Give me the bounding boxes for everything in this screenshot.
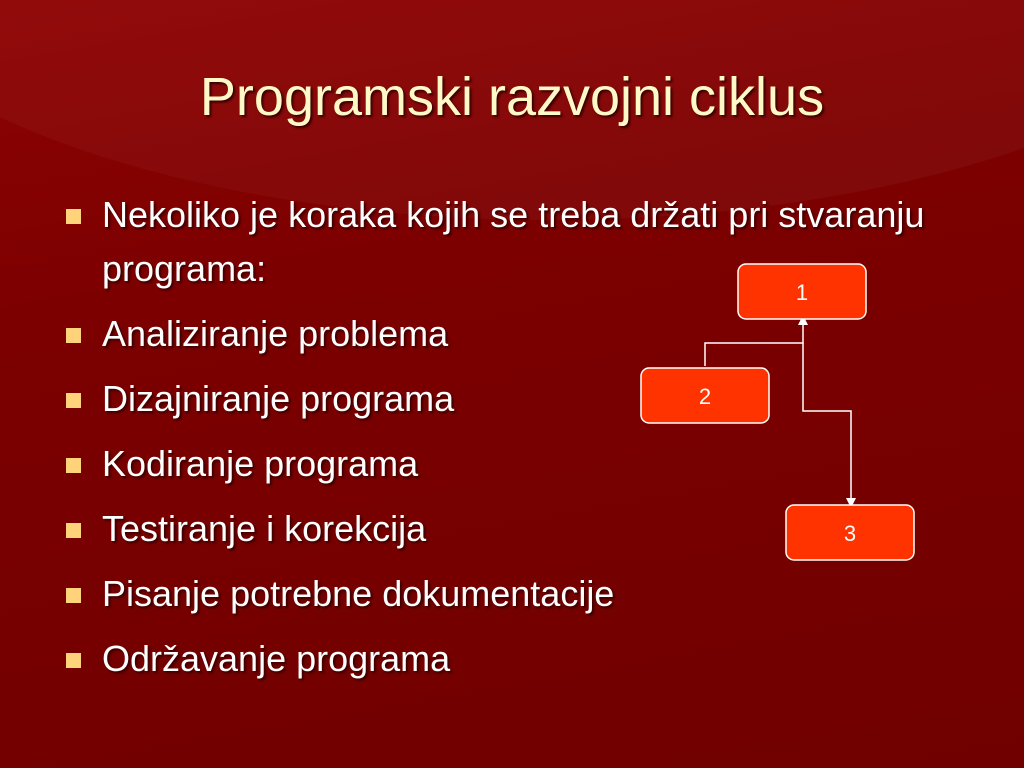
bullet-text: Testiranje i korekcija <box>102 508 427 549</box>
bullet-text: Kodiranje programa <box>102 443 419 484</box>
flow-node-3 <box>786 505 914 560</box>
bullet-text: Održavanje programa <box>102 638 451 679</box>
node-label: 2 <box>698 384 712 409</box>
bullet-text: Pisanje potrebne dokumentacije <box>102 573 615 614</box>
bullet-text: Nekoliko je koraka kojih se treba držati pri stvaranju programa: <box>102 194 925 289</box>
node-label: 3 <box>843 521 857 546</box>
flow-node-2 <box>641 368 769 423</box>
flow-node-1 <box>738 264 866 319</box>
connector-node1-to-node3 <box>803 343 851 503</box>
node-label: 1 <box>795 280 809 305</box>
connector-node2-to-node1 <box>705 320 803 366</box>
bullet-text: Dizajniranje programa <box>102 378 455 419</box>
slide-title: Programski razvojni ciklus <box>199 67 825 127</box>
bullet-text: Analiziranje problema <box>102 313 449 354</box>
